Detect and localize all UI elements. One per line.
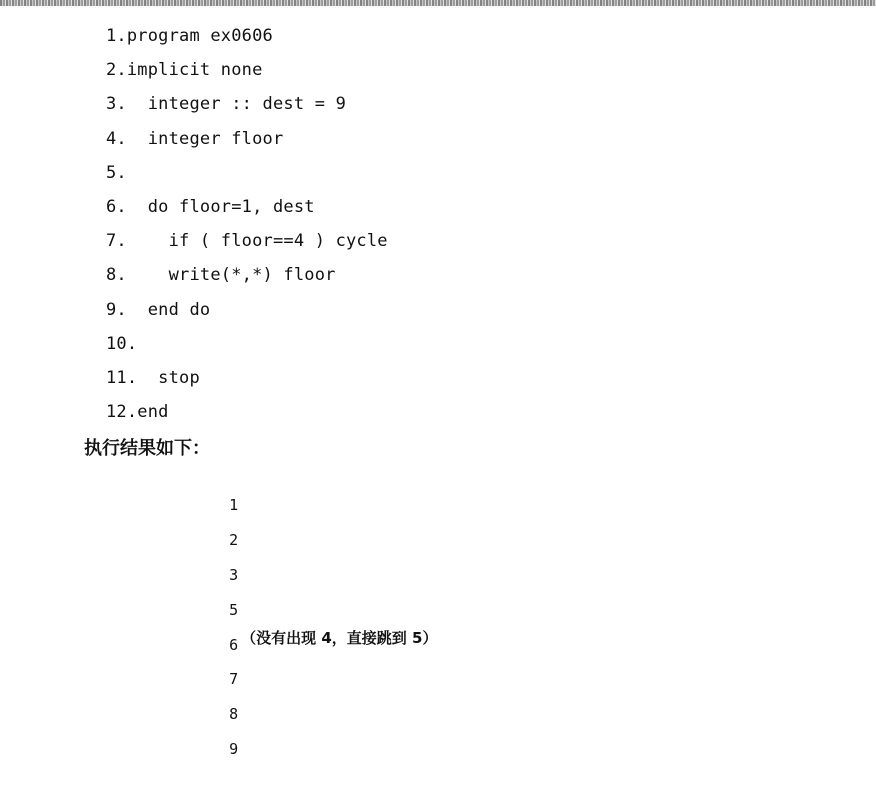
output-line [193,707,693,759]
code-listing [106,23,806,433]
code-line: 8. write(*,*) floor [106,265,336,286]
code-line: 1.program ex0606 [106,26,273,46]
output-line [193,463,693,514]
code-line: 6. do floor=1, dest [106,196,315,217]
scan-top-edge [0,0,876,6]
code-line: 9. end do [106,299,211,320]
output-note: （没有出现 4，直接跳到 5） [241,628,438,647]
code-line: 3. integer :: dest = 9 [106,94,347,115]
code-line: 10. [106,333,138,354]
program-output [193,463,693,759]
code-line: 5. [106,162,127,183]
output-line [193,672,693,724]
output-line [193,530,693,584]
output-value: 1 [229,496,239,514]
output-line [193,498,693,549]
code-line: 7. if ( floor==4 ) cycle [106,231,388,252]
code-line: 2.implicit none [106,60,263,81]
output-value: 7 [229,670,239,689]
output-line [193,565,693,647]
output-value: 8 [229,705,239,724]
output-value: 6 [229,635,239,654]
code-line: 4. integer floor [106,128,284,149]
output-value: 3 [229,565,239,584]
output-value: 2 [229,530,239,549]
code-line: 11. stop [106,367,200,388]
output-value: 9 [229,740,239,759]
result-caption: 执行结果如下： [84,438,210,459]
code-line: 12.end [106,402,169,423]
output-value: 5 [229,600,239,619]
